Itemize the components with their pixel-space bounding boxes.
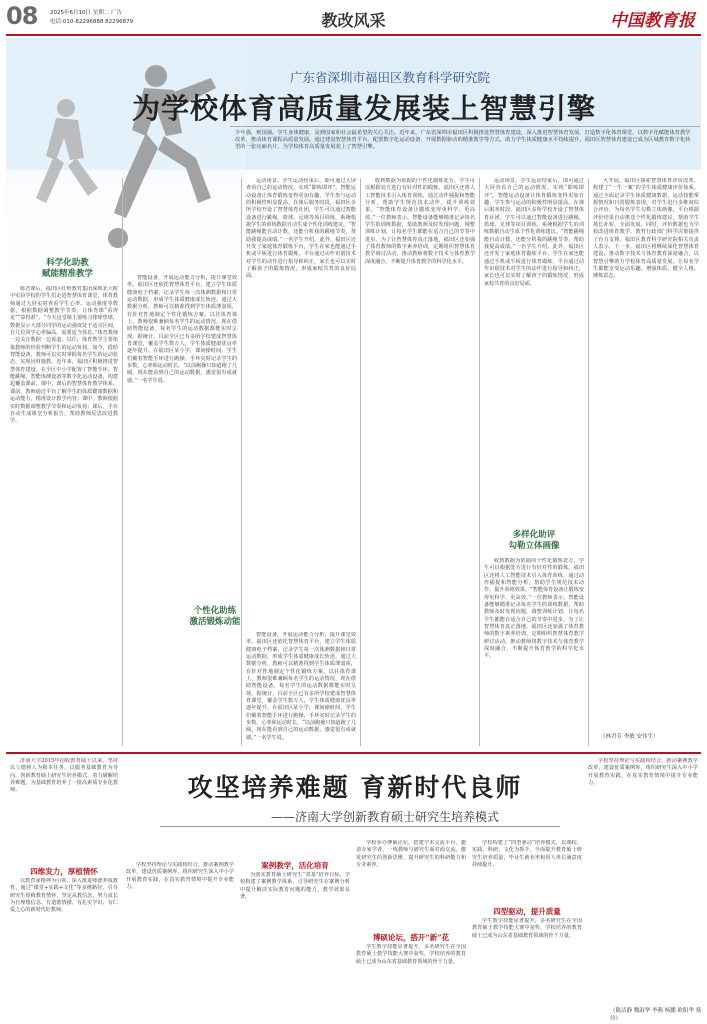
bottom-subheading-3: 博硕论坛，搭开“新”花 xyxy=(372,933,450,942)
article-column-5: 运动场景。学生运动结束后，即可通过大屏查看自己的运动情况，实现“即练即评”。智能运动设备让体育锻炼变得更加有趣，学生参与运动的积极性明显提高。在课后服务时段，福田区多所学校开设了智慧体育社团，学生可以通过智能设备进行跳绳、篮球、足球等项目训练，系统根据学生的训练数据自动生成个性化训练建议。“智能跳绳能自动计数，还能分析我的跳绳节奏，帮助我提高成绩。”一名学生介绍。此外，福田区还开发了家庭体育锻炼平台，学生在家也能通过手机或平板进行体育锻炼，平台通过动作识别技术对学生的动作进行指导和纠正，家长也可以实时了解孩子的锻炼情况，形成家校共育的良好局面。 xyxy=(484,178,584,287)
section-title: 教改风采 xyxy=(321,11,386,30)
bottom-column-5b: 学生教学技能显著提升，多名研究生在全国教育硕士教学技能大赛中获奖，学校培养的教育硕士已成为山东省基础教育领域的骨干力量。 xyxy=(472,918,582,939)
bottom-column-1: 以教育家精神为引领，深入推进师德养成教育，通过“课堂+实践+文化”等多维路径，引导研究生厚植教育情怀，坚定从教信念，努力成长为有理想信念、有道德情操、有扎实学识、有仁爱之心的新时代好教师。 xyxy=(10,878,118,914)
bottom-column-2: 学校坚持理论与实践相结合，推动案例教学改革，建设优质案例库，组织研究生深入中小学开展教育实践，在真实教育情境中提升专业能力。 xyxy=(126,862,234,890)
column-rule xyxy=(241,178,242,746)
newspaper-logo: 中国教育报 xyxy=(610,11,695,31)
feature-abstract: 少年强，则国强。学生身体健康，是到国家和社会最希望的关心关注。近年来，广东省深圳市福田区积极推进智慧体育建设，深入推进智慧体育发展，打造数字化体育课堂，以数字化赋能体育教学改革，推动体育课程高质量发展。通过建设智慧体育平台、配置数字化运动设备、开展数据驱动的精准教学等方式，助力学生体质健康水平持续提升，福田区智慧体育建设已成为区域教育数字化转型的一张亮丽名片，为学校体育高质量发展装上了智慧引擎。 xyxy=(235,130,691,151)
bottom-authors: （陈洁静 魏淑华 李燕 杨鹏 欧阳华 蔡玲） xyxy=(610,1008,702,1022)
feature-headline: 为学校体育高质量发展装上智慧引擎 xyxy=(131,92,596,125)
bottom-headline: 攻坚培养难题 育新时代良师 xyxy=(187,773,523,802)
article-column-5b: 收到数据为依据的个性化锻炼处方，学生可以根据处方进行有针对性的锻炼。福田区还将人工智能技术引入体育训练，通过动作捕捉和智能分析，帮助学生规范技术动作，提升训练效果。“智能体育设备让锻炼变得更科学、更高效。”一位教师表示，智能设备能够精准记录每名学生的训练数据，帮助教师及时发现问题，调整训练计划，让每名学生都能在适合自己的节奏中进步。为了让智慧体育真正落地，福田区还加强了体育教师的数字素养培训，定期组织智慧体育教学研讨活动，推动教师将数字技术与体育教学深度融合，不断提升体育教学的科学化水平。 xyxy=(484,558,584,660)
subheading-3: 多样化助评 勾勒立体画像 xyxy=(508,530,560,551)
bottom-subtitle: ——济南大学创新教育硕士研究生培养模式 xyxy=(270,810,499,824)
headline-rule xyxy=(230,126,700,127)
bottom-column-4b: 学生教学技能显著提升，多名研究生在全国教育硕士教学技能大赛中获奖，学校培养的教育硕士已成为山东省基础教育领域的骨干力量。 xyxy=(356,944,466,965)
column-rule xyxy=(122,178,123,746)
header-rule xyxy=(6,34,701,36)
bottom-intro: 济南大学2015年招收教育硕士以来，坚持以立德树人为根本任务，以服务基础教育为导向，创新教育硕士研究生培养模式，着力破解培养难题，为基础教育培养了一批高素质专业化教师。 xyxy=(10,758,118,794)
contact-phone: 电话:010-82296888 82296879 xyxy=(50,19,134,25)
org-name: 广东省深圳市福田区教育科学研究院 xyxy=(289,70,490,85)
bottom-column-3: 为落实教育硕士研究生“双基”培养目标，学校构建了案例教学体系，引导研究生在案例分析中提升解决实际教育问题的能力，教学效果显著。 xyxy=(240,872,350,900)
article-column-6: 大开展，福田区探索智慧体育评价改革，构建了“一生一案”的学生体质健康评价体系。通过全面记录学生体质健康数据、运动技能掌握情况和日常锻炼表现，对学生进行多维度综合评价，为每名学生勾勒立体画像。平台根据评价结果自动推送个性化锻炼建议，帮助学生扬长补短，全面发展。同时，评价数据也为学校改进体育教学、教育行政部门科学决策提供了有力支撑。福田区教育科学研究院相关负责人表示，下一步，福田区将继续深化智慧体育建设，推动数字技术与体育教育深度融合，以智慧引擎助力学校体育高质量发展，让每名学生都能享受运动乐趣、增强体质、健全人格、锤炼意志。 xyxy=(593,178,699,280)
article-column-1: 陈君课后，福田区红岭教育集团深圳北大附中实验学校的学生们走进智慧体育课堂。体育教师通过大屏实时查看学生心率、运动强度等数据，根据数据调整教学节奏，让体育课“看得见”“算得准”。“今天这堂课主要练习排球垫球，数据显示大部分同学的运动强度处于适宜区间，有几位同学心率偏高，需要适当休息。”体育教师一边关注数据一边说道。以往，体育教学主要依靠教师的经验判断学生的运动负荷，如今，借助智能设备，教师可以实时掌握每名学生的运动状态，实现因材施教。近年来，福田区积极推进智慧体育建设，在全区中小学配置了智能手环、智能跳绳、智能体测设备等数字化运动设备，构建起覆盖课前、课中、课后的智慧体育教学体系。课前，教师通过平台了解学生的体质健康数据和运动能力，精准设计教学内容；课中，教师根据实时数据调整教学节奏和运动负荷；课后，平台自动生成课堂分析报告，帮助教师反思改进教学。 xyxy=(10,286,118,425)
article-column-4: 收到数据为依据的个性化锻炼处方，学生可以根据处方进行有针对性的锻炼。福田区还将人工智能技术引入体育训练，通过动作捕捉和智能分析，帮助学生规范技术动作，提升训练效果。“智能体育设备让锻炼变得更科学、更高效。”一位教师表示，智能设备能够精准记录每名学生的训练数据，帮助教师及时发现问题，调整训练计划，让每名学生都能在适合自己的节奏中进步。为了让智慧体育真正落地，福田区还加强了体育教师的数字素养培训，定期组织智慧体育教学研讨活动，推动教师将数字技术与体育教学深度融合，不断提升体育教学的科学化水平。 xyxy=(365,178,475,265)
article-column-3: 运动场景。学生运动结束后，即可通过大屏查看自己的运动情况，实现“即练即评”。智能运动设备让体育锻炼变得更加有趣，学生参与运动的积极性明显提高。在课后服务时段，福田区多所学校开设了智慧体育社团，学生可以通过智能设备进行跳绳、篮球、足球等项目训练，系统根据学生的训练数据自动生成个性化训练建议。“智能跳绳能自动计数，还能分析我的跳绳节奏，帮助我提高成绩。”一名学生介绍。此外，福田区还开发了家庭体育锻炼平台，学生在家也能通过手机或平板进行体育锻炼，平台通过动作识别技术对学生的动作进行指导和纠正，家长也可以实时了解孩子的锻炼情况，形成家校共育的良好局面。 xyxy=(246,178,356,280)
subheading-1: 科学化助教 赋能精准教学 xyxy=(41,258,93,279)
column-rule xyxy=(360,178,361,746)
bottom-subheading-4: 四型驱动，提升质量 xyxy=(493,907,561,916)
bottom-headline-rule xyxy=(160,826,560,827)
bottom-subheading-1: 四维发力，厚植情怀 xyxy=(30,867,98,876)
bottom-subheading-2: 案例教学，活化培育 xyxy=(261,861,329,870)
section-divider xyxy=(6,752,701,754)
feature-authors: （林君芬 李敏 安伟生） xyxy=(600,734,659,740)
article-column-2: 智能设备，开展运动能力分析，提升课堂效率。福田区还依托智慧体育平台，建立学生体质健康电子档案，记录学生每一次体测数据和日常运动数据，形成学生体质健康成长轨迹。通过大数据分析，教师可以精准找到学生体质薄弱项，有针对性地制定个性化锻炼方案。以往体育课上，教师很难兼顾每名学生的运动情况，现在借助智能设备，每名学生的运动数据都能实时呈现。据统计，目前全区已有多所学校建成智慧体育课堂，覆盖学生数万人，学生体质健康优良率逐年提升。在福田区某小学，课间操时间，学生们戴着智能手环进行跑操，手环实时记录学生的步数、心率和运动时长。“以前跑操只知道跑了几圈，现在能看到自己的运动数据，感觉很有成就感。”一名学生说。 xyxy=(127,275,237,384)
bottom-column-6: 学校坚持理论与实践相结合，推动案例教学改革，建设优质案例库，组织研究生深入中小学开展教育实践，在真实教育情境中提升专业能力。 xyxy=(588,758,698,786)
column-rule xyxy=(479,178,480,746)
article-column-3b: 智能设备，开展运动能力分析，提升课堂效率。福田区还依托智慧体育平台，建立学生体质健康电子档案，记录学生每一次体测数据和日常运动数据，形成学生体质健康成长轨迹。通过大数据分析，教师可以精准找到学生体质薄弱项，有针对性地制定个性化锻炼方案。以往体育课上，教师很难兼顾每名学生的运动情况，现在借助智能设备，每名学生的运动数据都能实时呈现。据统计，目前全区已有多所学校建成智慧体育课堂，覆盖学生数万人，学生体质健康优良率逐年提升。在福田区某小学，课间操时间，学生们戴着智能手环进行跑操，手环实时记录学生的步数、心率和运动时长。“以前跑操只知道跑了几圈，现在能看到自己的运动数据，感觉很有成就感。”一名学生说。 xyxy=(246,632,356,741)
subheading-2: 个性化助练 激活锻炼动能 xyxy=(189,606,241,627)
bottom-column-4: 学校举办博硕论坛，搭建学术交流平台，邀请专家学者、一线教师与研究生面对面交流，激发研究生的创新思维，提升研究生的科研能力和专业素养。 xyxy=(356,840,466,868)
page-number: 08 xyxy=(6,2,38,30)
column-rule xyxy=(588,178,589,746)
bottom-column-5: 学校构建了“四型驱动”培养模式，以课程、实践、科研、文化为抓手，全面提升教育硕士研究生培养质量，毕业生就业率和用人单位满意度持续提升。 xyxy=(472,840,582,868)
issue-date: 2025年6月10日 星期二 广告 xyxy=(50,10,122,16)
